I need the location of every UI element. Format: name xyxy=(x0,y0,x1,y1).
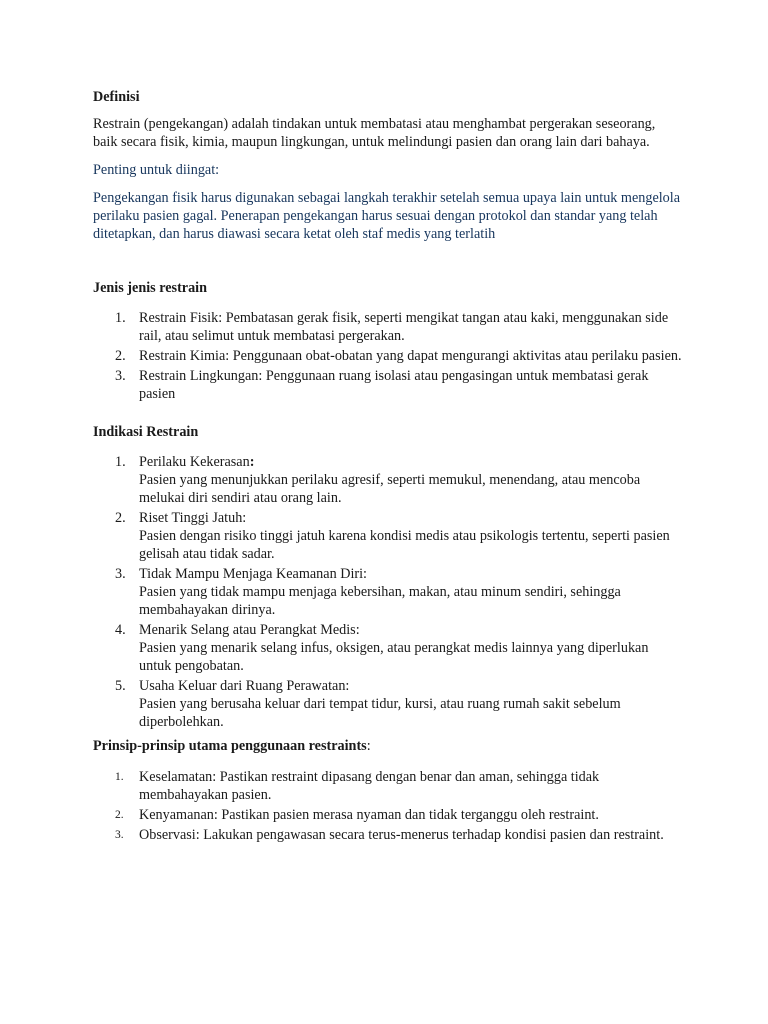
note-title: Penting untuk diingat: xyxy=(93,162,220,178)
list-title: Tidak Mampu Menjaga Keamanan Diri: xyxy=(139,566,368,582)
list-text: Kenyamanan: Pastikan pasien merasa nyaman dan tidak terganggu oleh restraint. xyxy=(139,807,599,823)
list-title: Riset Tinggi Jatuh: xyxy=(139,510,247,526)
list-title: Menarik Selang atau Perangkat Medis: xyxy=(139,622,360,638)
list-number: 3. xyxy=(115,829,124,841)
list-text: Restrain Fisik: Pembatasan gerak fisik, seperti mengikat tangan atau kaki, menggunakan side rail, atau selimut untuk membatasi pergerakan. xyxy=(139,310,669,344)
list-item xyxy=(93,768,683,804)
list-text: Observasi: Lakukan pengawasan secara terus-menerus terhadap kondisi pasien dan restraint. xyxy=(139,827,664,843)
list-item xyxy=(93,347,683,365)
list-item xyxy=(93,509,683,563)
list-number: 5. xyxy=(115,678,126,694)
list-number: 1. xyxy=(115,310,126,326)
jenis-heading: Jenis jenis restrain xyxy=(93,280,208,296)
list-desc: Pasien dengan risiko tinggi jatuh karena kondisi medis atau psikologis tertentu, seperti pasien gelisah atau tidak sadar. xyxy=(139,528,670,562)
list-number: 2. xyxy=(115,809,124,821)
list-number: 2. xyxy=(115,510,126,526)
document-page xyxy=(93,88,683,844)
prinsip-heading-line xyxy=(93,737,683,755)
indikasi-list xyxy=(93,453,683,731)
list-item xyxy=(93,826,683,844)
list-item xyxy=(93,309,683,345)
prinsip-list xyxy=(93,768,683,844)
list-number: 3. xyxy=(115,566,126,582)
list-item xyxy=(93,453,683,507)
list-number: 1. xyxy=(115,454,126,470)
list-item xyxy=(93,677,683,731)
list-text: Keselamatan: Pastikan restraint dipasang dengan benar dan aman, sehingga tidak membahayakan pasien. xyxy=(139,769,600,803)
list-item xyxy=(93,806,683,824)
prinsip-heading-colon: : xyxy=(366,738,371,754)
indikasi-heading: Indikasi Restrain xyxy=(93,424,199,440)
definisi-text: Restrain (pengekangan) adalah tindakan untuk membatasi atau menghambat pergerakan seseorang, baik secara fisik, kimia, maupun lingkungan, untuk melindungi pasien dan orang lain dari bahaya. xyxy=(93,116,656,150)
note-text: Pengekangan fisik harus digunakan sebagai langkah terakhir setelah semua upaya lain untuk mengelola perilaku pasien gagal. Penerapan pengekangan harus sesuai dengan protokol dan standar yang telah ditetapkan, dan harus diawasi secara ketat oleh staf medis yang terlatih xyxy=(93,190,681,242)
list-number: 4. xyxy=(115,622,126,638)
list-number: 1. xyxy=(115,771,124,783)
list-text: Restrain Kimia: Penggunaan obat-obatan yang dapat mengurangi aktivitas atau perilaku pasien. xyxy=(139,348,682,364)
list-desc: Pasien yang menarik selang infus, oksigen, atau perangkat medis lainnya yang diperlukan untuk pengobatan. xyxy=(139,640,649,674)
list-item xyxy=(93,565,683,619)
list-item xyxy=(93,367,683,403)
list-number: 2. xyxy=(115,348,126,364)
list-number: 3. xyxy=(115,368,126,384)
list-desc: Pasien yang menunjukkan perilaku agresif, seperti memukul, menendang, atau mencoba melukai diri sendiri atau orang lain. xyxy=(139,472,641,506)
prinsip-heading: Prinsip-prinsip utama penggunaan restraints xyxy=(93,738,367,754)
list-title: Usaha Keluar dari Ruang Perawatan: xyxy=(139,678,350,694)
definisi-heading: Definisi xyxy=(93,89,140,105)
jenis-list xyxy=(93,309,683,403)
list-item xyxy=(93,621,683,675)
list-title: Perilaku Kekerasan xyxy=(139,454,250,470)
list-desc: Pasien yang tidak mampu menjaga kebersihan, makan, atau minum sendiri, sehingga membahayakan dirinya. xyxy=(139,584,621,618)
list-title-colon: : xyxy=(249,454,255,470)
list-text: Restrain Lingkungan: Penggunaan ruang isolasi atau pengasingan untuk membatasi gerak pasien xyxy=(139,368,649,402)
list-desc: Pasien yang berusaha keluar dari tempat tidur, kursi, atau ruang rumah sakit sebelum diperbolehkan. xyxy=(139,696,621,730)
